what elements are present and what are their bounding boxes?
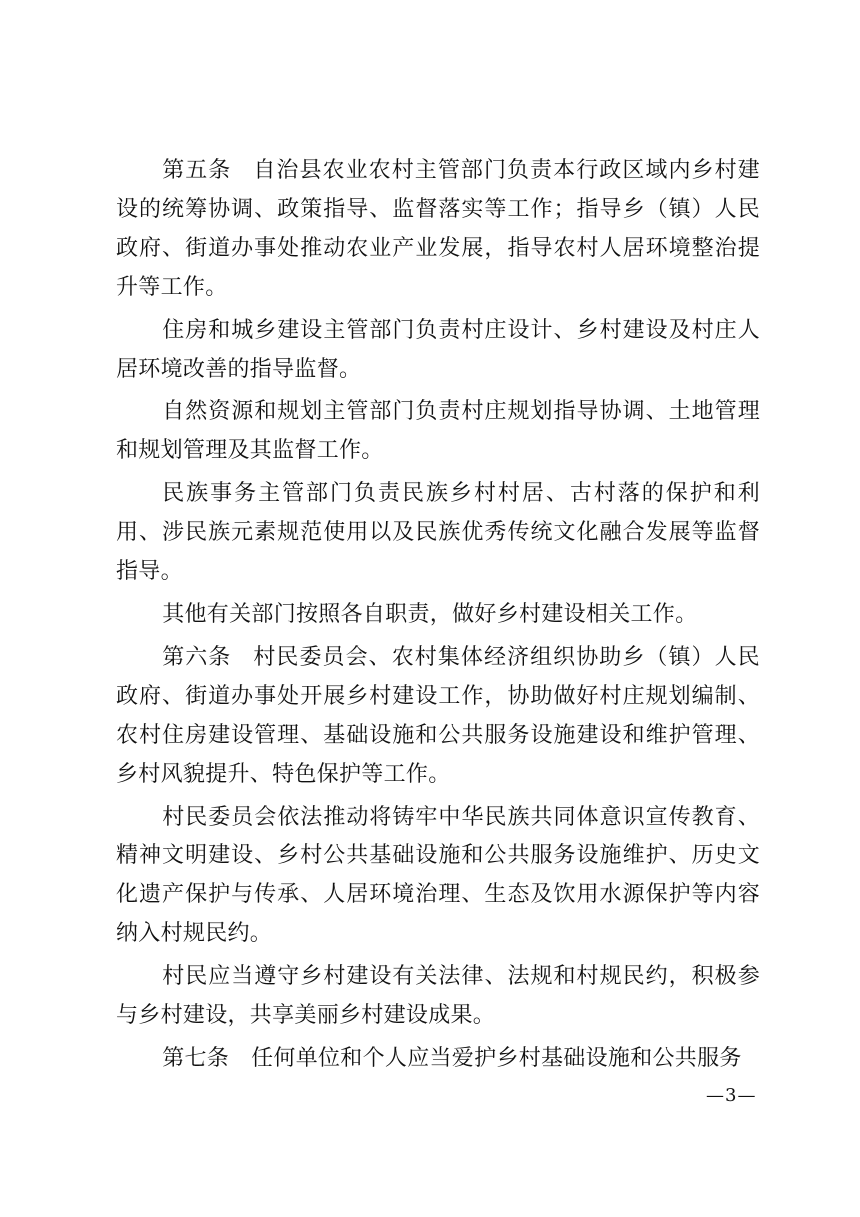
article-5-paragraph — [116, 152, 760, 308]
natural-resources-text: 自然资源和规划主管部门负责村庄规划指导协调、土地管理和规划管理及其监督工作。 — [116, 399, 760, 464]
village-committee-text: 村民委员会依法推动将铸牢中华民族共同体意识宣传教育、精神文明建设、乡村公共基础设施和公共服务设施维护、历史文化遗产保护与传承、人居环境治理、生态及饮用水源保护等内容纳入村规民约。 — [116, 804, 760, 947]
villagers-text: 村民应当遵守乡村建设有关法律、法规和村规民约，积极参与乡村建设，共享美丽乡村建设成果。 — [116, 964, 760, 1029]
article-5-label: 第五条 — [162, 158, 232, 183]
village-committee-paragraph — [116, 799, 760, 955]
article-6-paragraph — [116, 639, 760, 795]
article-6-label: 第六条 — [162, 644, 232, 670]
natural-resources-paragraph — [116, 393, 760, 471]
article-7-label: 第七条 — [162, 1045, 230, 1071]
article-6-text: 村民委员会、农村集体经济组织协助乡（镇）人民政府、街道办事处开展乡村建设工作，协助做好村庄规划编制、农村住房建设管理、基础设施和公共服务设施建设和维护管理、乡村风貌提升、特色保护等工作。 — [116, 644, 760, 787]
ethnic-affairs-text: 民族事务主管部门负责民族乡村村居、古村落的保护和利用、涉民族元素规范使用以及民族优秀传统文化融合发展等监督指导。 — [116, 481, 760, 585]
other-depts-paragraph — [116, 596, 760, 635]
housing-dept-paragraph — [116, 312, 760, 390]
page-number: —3— — [706, 1085, 757, 1106]
article-7-paragraph — [116, 1040, 760, 1079]
other-depts-text: 其他有关部门按照各自职责，做好乡村建设相关工作。 — [162, 601, 698, 627]
ethnic-affairs-paragraph — [116, 475, 760, 592]
housing-dept-text: 住房和城乡建设主管部门负责村庄设计、乡村建设及村庄人居环境改善的指导监督。 — [116, 317, 760, 382]
villagers-paragraph — [116, 958, 760, 1036]
article-5-text: 自治县农业农村主管部门负责本行政区域内乡村建设的统筹协调、政策指导、监督落实等工作；指导乡（镇）人民政府、街道办事处推动农业产业发展，指导农村人居环境整治提升等工作。 — [116, 158, 760, 300]
article-7-text: 任何单位和个人应当爱护乡村基础设施和公共服务 — [251, 1045, 742, 1071]
document-body — [116, 152, 760, 1083]
